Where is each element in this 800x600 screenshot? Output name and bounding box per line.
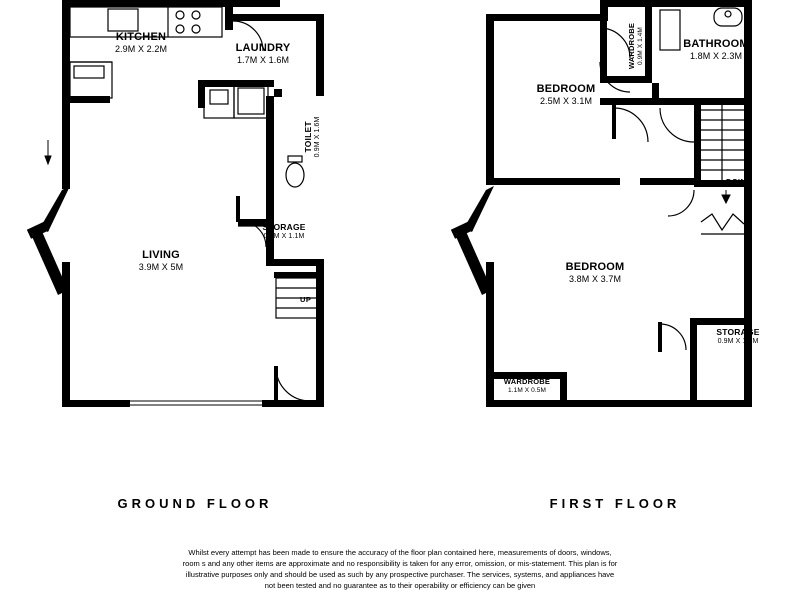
- room-dimensions: 1.8M X 2.3M: [689, 50, 743, 61]
- room-name: LAUNDRY: [235, 42, 291, 54]
- room-name: STORAGE: [262, 222, 306, 232]
- ground-floor-title: GROUND FLOOR: [117, 496, 273, 511]
- room-label-toilet: [304, 82, 322, 192]
- room-label-laundry: [202, 42, 324, 65]
- room-name: STORAGE: [716, 327, 760, 337]
- stair-direction-up: UP: [300, 295, 312, 304]
- room-dimensions: 0.9M X 1.6M: [313, 116, 321, 158]
- room-label-bathroom: [658, 38, 774, 61]
- room-dimensions: 0.9M X 1.4M: [636, 27, 644, 66]
- room-name: KITCHEN: [115, 31, 167, 43]
- room-dimensions: 0.9M X 1.5M: [717, 337, 759, 345]
- room-label-storage: [238, 223, 330, 241]
- room-name: BEDROOM: [565, 261, 625, 273]
- first-floor-plan: [451, 0, 752, 407]
- room-label-wardrobe-2: [488, 378, 566, 394]
- room-name: BATHROOM: [683, 38, 749, 50]
- room-label-storage-first: [688, 328, 788, 346]
- room-name: LIVING: [142, 249, 180, 261]
- stair-direction-down: DOWN: [726, 177, 752, 186]
- room-label-living: [110, 249, 212, 272]
- room-name: BEDROOM: [536, 83, 596, 95]
- room-name: TOILET: [303, 121, 314, 153]
- room-label-bedroom-1: [508, 83, 624, 106]
- disclaimer-text: Whilst every attempt has been made to ensure the accuracy of the floor plan contained here, measurements of doors, windows, room s and any other items are approximate and no responsibility is taken for any error, omission, or mis-statement. This plan is for illustrative purposes only and should be used as such by any prospective purchaser. The services, systems, and appliances have not been tested and no guarantee as to their operability or efficiency can be given: [182, 548, 618, 590]
- room-label-bedroom-2: [540, 261, 650, 284]
- room-name: WARDROBE: [503, 377, 551, 386]
- room-dimensions: 1.7M X 1.6M: [236, 54, 290, 65]
- room-dimensions: 1.1M X 0.5M: [508, 386, 546, 394]
- room-dimensions: 3.9M X 5M: [138, 261, 184, 272]
- room-dimensions: 2.9M X 2.2M: [114, 43, 168, 54]
- room-dimensions: 3.8M X 3.7M: [568, 273, 622, 284]
- room-dimensions: 0.9M X 1.1M: [263, 232, 305, 240]
- room-label-wardrobe-1: [628, 0, 644, 96]
- room-dimensions: 2.5M X 3.1M: [539, 95, 593, 106]
- first-floor-title: FIRST FLOOR: [549, 496, 681, 511]
- room-name: WARDROBE: [626, 22, 636, 70]
- room-label-kitchen: [86, 31, 196, 54]
